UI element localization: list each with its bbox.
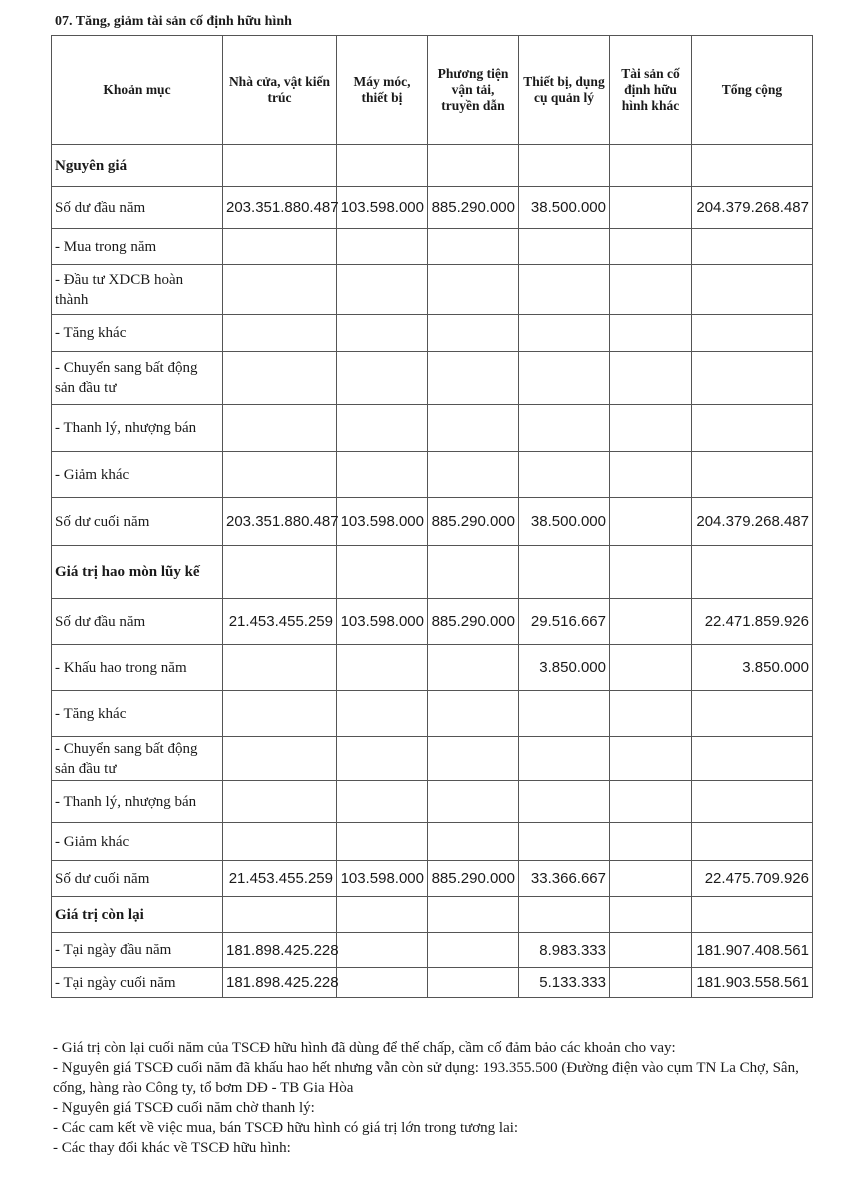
value-cell [610,599,692,645]
table-row [52,737,813,781]
row-label: - Tại ngày đầu năm [52,933,223,968]
value-cell [337,645,428,691]
value-cell [519,897,610,933]
value-cell [428,229,519,265]
value-cell [428,691,519,737]
value-cell [519,265,610,315]
value-cell [337,315,428,352]
value-cell [428,781,519,823]
value-cell [692,452,813,498]
note-line: - Các cam kết về việc mua, bán TSCĐ hữu hình có giá trị lớn trong tương lai: [53,1120,519,1136]
value-cell [428,737,519,781]
table-row [52,315,813,352]
table-row [52,599,813,645]
value-cell [223,546,337,599]
header-cell: Khoản mục [52,36,223,145]
row-label: - Thanh lý, nhượng bán [52,405,223,452]
value-cell [519,823,610,861]
table-row [52,452,813,498]
value-cell: 103.598.000 [337,599,428,645]
value-cell [519,737,610,781]
value-cell [337,897,428,933]
value-cell [337,737,428,781]
value-cell: 21.453.455.259 [223,861,337,897]
value-cell [337,546,428,599]
table-row [52,645,813,691]
header-cell: Nhà cửa, vật kiến trúc [223,36,337,145]
value-cell [428,823,519,861]
value-cell [692,265,813,315]
value-cell [692,145,813,187]
value-cell: 3.850.000 [692,645,813,691]
value-cell: 181.903.558.561 [692,968,813,998]
value-cell [337,781,428,823]
group-header-row [52,897,813,933]
value-cell [337,933,428,968]
table-row [52,781,813,823]
value-cell [519,691,610,737]
group-header-row [52,546,813,599]
value-cell [610,933,692,968]
table-row [52,968,813,998]
value-cell [519,781,610,823]
header-cell: Thiết bị, dụng cụ quản lý [519,36,610,145]
row-label: Giá trị còn lại [52,897,223,933]
value-cell: 885.290.000 [428,498,519,546]
group-header-row [52,145,813,187]
fixed-assets-table [51,35,813,998]
value-cell [337,265,428,315]
value-cell: 22.475.709.926 [692,861,813,897]
row-label: - Tăng khác [52,315,223,352]
value-cell [692,823,813,861]
value-cell: 204.379.268.487 [692,187,813,229]
table-row [52,498,813,546]
row-label: - Thanh lý, nhượng bán [52,781,223,823]
value-cell [223,781,337,823]
value-cell: 885.290.000 [428,599,519,645]
value-cell [692,352,813,405]
table-row [52,229,813,265]
value-cell [519,546,610,599]
value-cell [610,498,692,546]
value-cell [428,352,519,405]
row-label: - Giảm khác [52,452,223,498]
value-cell [223,897,337,933]
header-cell: Tổng cộng [692,36,813,145]
value-cell [223,265,337,315]
value-cell [223,352,337,405]
value-cell: 181.898.425.228 [223,933,337,968]
value-cell [428,933,519,968]
value-cell [692,897,813,933]
note-line: - Các thay đổi khác về TSCĐ hữu hình: [53,1140,291,1156]
value-cell [337,823,428,861]
value-cell: 203.351.880.487 [223,187,337,229]
value-cell [692,405,813,452]
value-cell: 181.898.425.228 [223,968,337,998]
value-cell [519,452,610,498]
value-cell [692,546,813,599]
value-cell [337,405,428,452]
value-cell [610,691,692,737]
value-cell [610,265,692,315]
value-cell: 885.290.000 [428,187,519,229]
value-cell [692,781,813,823]
value-cell [610,645,692,691]
value-cell [428,645,519,691]
value-cell [610,229,692,265]
value-cell: 5.133.333 [519,968,610,998]
value-cell [519,229,610,265]
value-cell [428,315,519,352]
value-cell [519,352,610,405]
note-line: - Giá trị còn lại cuối năm của TSCĐ hữu hình đã dùng để thế chấp, cầm cố đảm bảo các khoản cho vay: [53,1040,676,1056]
value-cell [223,645,337,691]
value-cell: 8.983.333 [519,933,610,968]
value-cell: 103.598.000 [337,187,428,229]
value-cell [610,897,692,933]
value-cell [519,405,610,452]
value-cell [428,968,519,998]
row-label: Số dư đầu năm [52,599,223,645]
value-cell [692,315,813,352]
row-label: - Mua trong năm [52,229,223,265]
value-cell [223,315,337,352]
value-cell [223,691,337,737]
value-cell: 103.598.000 [337,498,428,546]
value-cell [692,737,813,781]
value-cell [337,352,428,405]
value-cell: 38.500.000 [519,498,610,546]
table-row [52,691,813,737]
row-label: Số dư đầu năm [52,187,223,229]
value-cell: 38.500.000 [519,187,610,229]
row-label: Số dư cuối năm [52,861,223,897]
table-row [52,861,813,897]
row-label: - Chuyển sang bất động sản đầu tư [52,352,223,405]
value-cell [610,546,692,599]
value-cell [610,737,692,781]
table-header-row [52,36,813,145]
value-cell [610,452,692,498]
value-cell [337,691,428,737]
value-cell [223,405,337,452]
value-cell: 3.850.000 [519,645,610,691]
row-label: - Tại ngày cuối năm [52,968,223,998]
note-line: - Nguyên giá TSCĐ cuối năm chờ thanh lý: [53,1100,315,1116]
value-cell [337,968,428,998]
header-cell: Tài sản cố định hữu hình khác [610,36,692,145]
table-row [52,933,813,968]
value-cell [610,861,692,897]
value-cell [337,452,428,498]
value-cell [610,145,692,187]
value-cell [223,737,337,781]
table-row [52,823,813,861]
row-label: - Tăng khác [52,691,223,737]
value-cell [692,229,813,265]
row-label: - Giảm khác [52,823,223,861]
value-cell [337,145,428,187]
value-cell [223,229,337,265]
value-cell: 181.907.408.561 [692,933,813,968]
value-cell: 885.290.000 [428,861,519,897]
value-cell [519,145,610,187]
table-row [52,187,813,229]
value-cell [428,546,519,599]
row-label: - Khấu hao trong năm [52,645,223,691]
value-cell [610,187,692,229]
value-cell [610,968,692,998]
value-cell [428,452,519,498]
value-cell: 204.379.268.487 [692,498,813,546]
row-label: - Chuyển sang bất động sản đầu tư [52,737,223,781]
value-cell: 33.366.667 [519,861,610,897]
value-cell: 203.351.880.487 [223,498,337,546]
value-cell [610,315,692,352]
value-cell [223,823,337,861]
value-cell [428,145,519,187]
header-cell: Phương tiện vận tải, truyền dẫn [428,36,519,145]
value-cell: 21.453.455.259 [223,599,337,645]
value-cell [610,823,692,861]
value-cell [610,352,692,405]
value-cell [428,265,519,315]
section-title: 07. Tăng, giảm tài sản cố định hữu hình [55,14,292,29]
notes [53,1038,823,1158]
value-cell [692,691,813,737]
value-cell [428,405,519,452]
value-cell [428,897,519,933]
note-line: - Nguyên giá TSCĐ cuối năm đã khấu hao hết nhưng vẫn còn sử dụng: 193.355.500 (Đường điện vào cụm TN La Chợ, Sân, cống, hàng rào Công ty, tổ bơm DĐ - TB Gia Hòa [53,1060,799,1096]
value-cell: 22.471.859.926 [692,599,813,645]
value-cell [223,145,337,187]
row-label: Số dư cuối năm [52,498,223,546]
table-row [52,405,813,452]
value-cell [223,452,337,498]
value-cell [610,781,692,823]
row-label: Nguyên giá [52,145,223,187]
row-label: Giá trị hao mòn lũy kế [52,546,223,599]
row-label: - Đầu tư XDCB hoàn thành [52,265,223,315]
table-row [52,352,813,405]
header-cell: Máy móc, thiết bị [337,36,428,145]
value-cell [337,229,428,265]
value-cell: 103.598.000 [337,861,428,897]
value-cell [519,315,610,352]
table-row [52,265,813,315]
value-cell: 29.516.667 [519,599,610,645]
value-cell [610,405,692,452]
